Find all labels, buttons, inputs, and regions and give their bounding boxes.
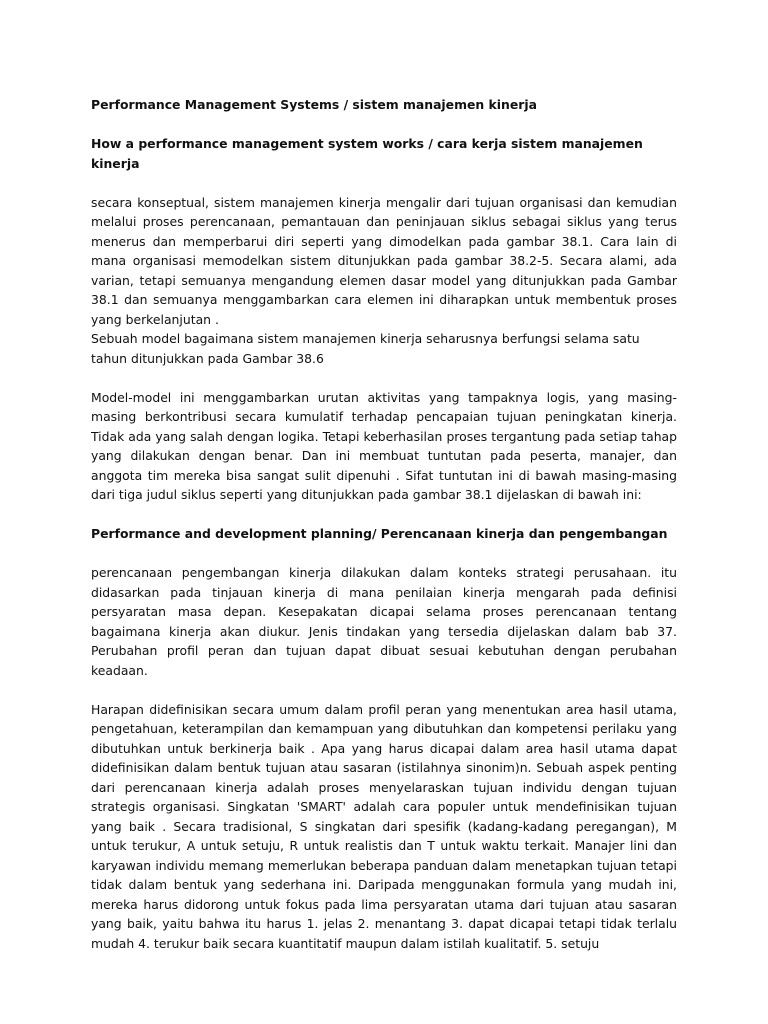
paragraph-model-one-year: Sebuah model bagaimana sistem manajemen kinerja seharusnya berfungsi selama satu tahun ditunjukkan pada Gambar 38.6 xyxy=(91,331,640,366)
paragraph-gap xyxy=(91,505,677,525)
paragraph-conceptual: secara konseptual, sistem manajemen kinerja mengalir dari tujuan organisasi dan kemudian melalui proses perencanaan, pemantauan dan peninjauan siklus sebagai siklus yang terus menerus dan memperbarui diri seperti yang dimodelkan pada gambar 38.1. Cara lain di mana organisasi memodelkan sistem ditunjukkan pada gambar 38.2-5. Secara alami, ada varian, tetapi semuanya mengandung elemen dasar model yang ditunjukkan pada Gambar 38.1 dan semuanya menggambarkan cara elemen ini diharapkan untuk membentuk proses yang berkelanjutan . xyxy=(91,194,677,327)
paragraph-expectations: Harapan didefinisikan secara umum dalam profil peran yang menentukan area hasil utama, pengetahuan, keterampilan dan kemampuan yang dibutuhkan dan kompetensi perilaku yang dibutuhkan untuk berkinerja baik . Apa yang harus dicapai dalam area hasil utama dapat didefinisikan dalam bentuk tujuan atau sasaran (istilahnya sinonim)n. Sebuah aspek penting dari perencanaan kinerja adalah proses menyelaraskan tujuan individu dengan tujuan strategis organisasi. Singkatan 'SMART' adalah cara populer untuk mendefinisikan tujuan yang baik . Secara tradisional, S singkatan dari spesifik (kadang-kadang peregangan), M untuk terukur, A untuk setuju, R untuk realistis dan T untuk waktu terkait. Manajer lini dan karyawan individu memang memerlukan beberapa panduan dalam menetapkan tujuan tetapi tidak dalam bentuk yang sederhana ini. Daripada menggunakan formula yang mudah ini, mereka harus didorong untuk fokus pada lima persyaratan utama dari tujuan atau sasaran yang baik, yaitu bahwa itu harus 1. jelas 2. menantang 3. dapat dicapai tetapi tidak terlalu mudah 4. terukur baik secara kuantitatif maupun dalam istilah kualitatif. 5. setuju xyxy=(91,701,677,951)
paragraph-gap xyxy=(91,368,677,388)
paragraph-models-sequence: Model-model ini menggambarkan urutan aktivitas yang tampaknya logis, yang masing-masing berkontribusi secara kumulatif terhadap pencapaian tujuan peningkatan kinerja. Tidak ada yang salah dengan logika. Tetapi keberhasilan proses tergantung pada setiap tahap yang dilakukan dengan benar. Dan ini membuat tuntutan pada peserta, manajer, dan anggota tim mereka bisa sangat sulit dipenuhi . Sifat tuntutan ini di bawah masing-masing dari tiga judul siklus seperti yang ditunjukkan pada gambar 38.1 dijelaskan di bawah ini: xyxy=(91,389,677,502)
document-title: Performance Management Systems / sistem manajemen kinerja xyxy=(91,97,537,112)
section-heading-planning: Performance and development planning/ Perencanaan kinerja dan pengembangan xyxy=(91,526,668,541)
document-page xyxy=(91,95,677,953)
paragraph-gap xyxy=(91,680,677,700)
paragraph-planning: perencanaan pengembangan kinerja dilakukan dalam konteks strategi perusahaan. itu didasarkan pada tinjauan kinerja di mana penilaian kinerja mengarah pada definisi persyaratan masa depan. Kesepakatan dicapai selama proses perencanaan tentang bagaimana kinerja akan diukur. Jenis tindakan yang tersedia dijelaskan dalam bab 37. Perubahan profil peran dan tujuan dapat dibuat sesuai kebutuhan dengan perubahan keadaan. xyxy=(91,565,677,678)
section-heading-how-it-works: How a performance management system works / cara kerja sistem manajemen kinerja xyxy=(91,136,643,171)
